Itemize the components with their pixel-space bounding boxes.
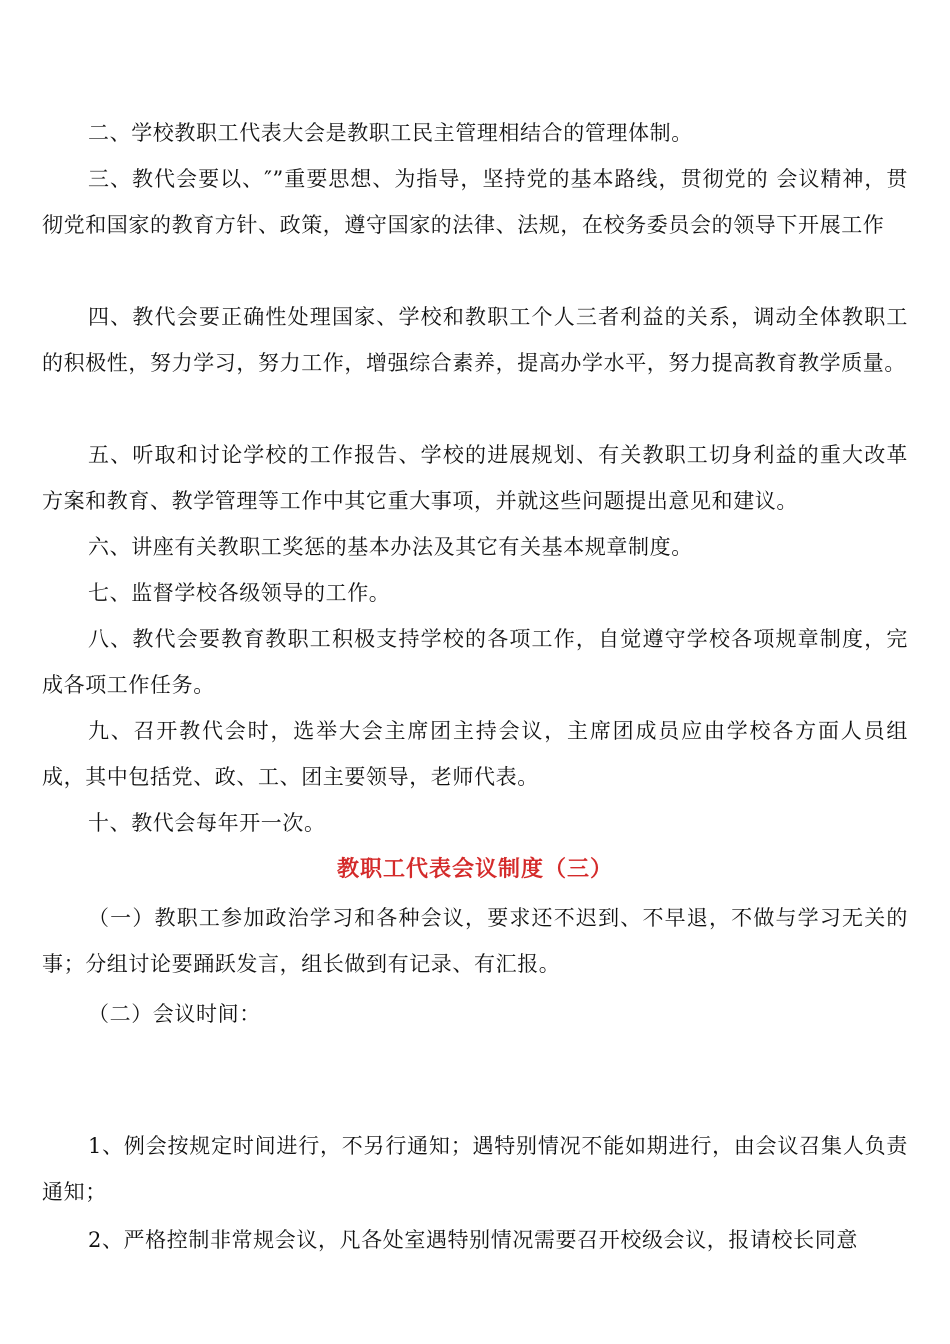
paragraph-9: 九、召开教代会时，选举大会主席团主持会议，主席团成员应由学校各方面人员组成，其中包括党、政、工、团主要领导，老师代表。 — [42, 719, 908, 789]
paragraph-5: 五、听取和讨论学校的工作报告、学校的进展规划、有关教职工切身利益的重大改革方案和教育、教学管理等工作中其它重大事项，并就这些问题提出意见和建议。 — [42, 443, 908, 513]
section-heading: 教职工代表会议制度（三） — [336, 856, 613, 882]
paragraph-4: 四、教代会要正确性处理国家、学校和教职工个人三者利益的关系，调动全体教职工的积极性，努力学习，努力工作，增强综合素养，提高办学水平，努力提高教育教学质量。 — [42, 305, 908, 375]
paragraph-8: 八、教代会要教育教职工积极支持学校的各项工作，自觉遵守学校各项规章制度，完成各项工作任务。 — [42, 627, 908, 697]
paragraph-2: 二、学校教职工代表大会是教职工民主管理相结合的管理体制。 — [88, 121, 693, 145]
paragraph-rule-2: （二）会议时间： — [88, 1002, 261, 1026]
paragraph-item-1: 1、例会按规定时间进行，不另行通知；遇特别情况不能如期进行，由会议召集人负责通知； — [42, 1134, 908, 1204]
paragraph-3: 三、教代会要以、″”重要思想、为指导，坚持党的基本路线，贯彻党的 会议精神，贯彻党和国家的教育方针、政策，遵守国家的法律、法规，在校务委员会的领导下开展工作 — [42, 167, 908, 237]
paragraph-10: 十、教代会每年开一次。 — [88, 811, 326, 835]
paragraph-rule-1: （一）教职工参加政治学习和各种会议，要求还不迟到、不早退，不做与学习无关的事；分组讨论要踊跃发言，组长做到有记录、有汇报。 — [42, 906, 908, 976]
paragraph-6: 六、讲座有关教职工奖惩的基本办法及其它有关基本规章制度。 — [88, 535, 693, 559]
paragraph-7: 七、监督学校各级领导的工作。 — [88, 581, 391, 605]
paragraph-item-2: 2、严格控制非常规会议，凡各处室遇特别情况需要召开校级会议，报请校长同意 — [88, 1228, 858, 1252]
